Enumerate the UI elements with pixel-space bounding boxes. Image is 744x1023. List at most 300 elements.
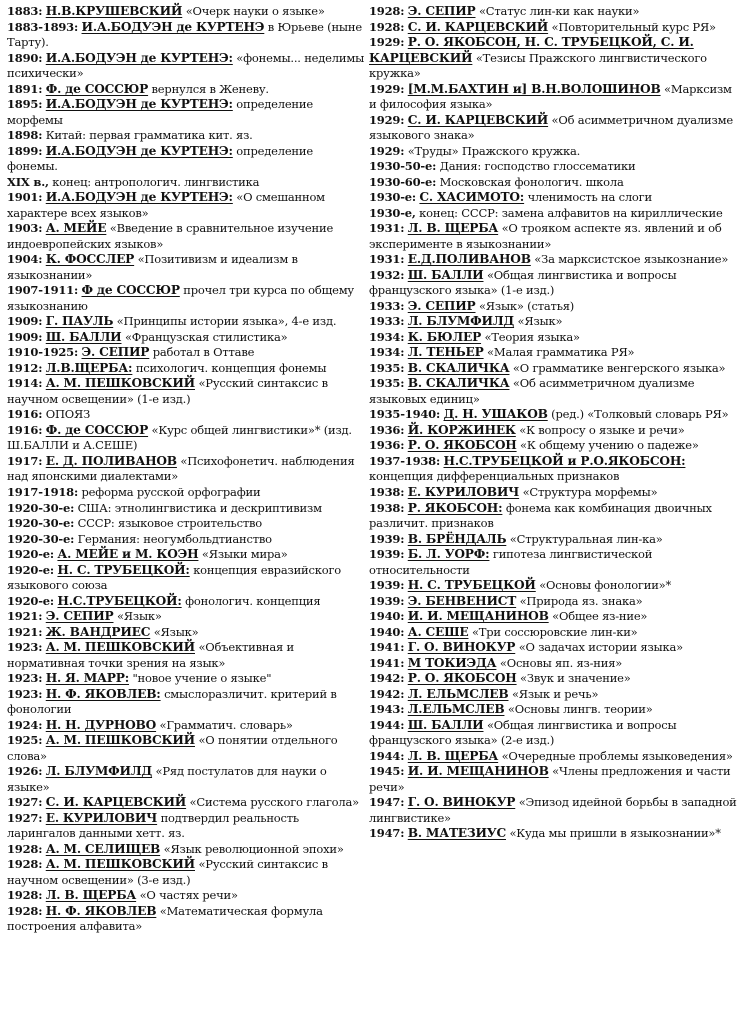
- entry-text: «Об асимметричном дуализме языкового знака»: [369, 112, 733, 143]
- entry-year: 1929:: [369, 35, 405, 50]
- entry-text: определение морфемы: [7, 97, 313, 127]
- entry-text: «Язык и речь»: [508, 686, 599, 701]
- entry-text: «Общая лингвистика и вопросы французского языка» (2-е изд.): [369, 717, 677, 748]
- scholar-name: Н. Я. МАРР:: [45, 671, 130, 686]
- entry-year: 1941:: [369, 640, 405, 655]
- timeline-entry: [7, 640, 367, 671]
- scholar-name: В. МАТЕЗИУС: [407, 826, 506, 841]
- entry-year: 1923:: [7, 686, 43, 701]
- entry-text: «Основы яп. яз-ния»: [496, 655, 623, 670]
- entry-year: 1925:: [7, 733, 43, 748]
- entry-text: конец: СССР: замена алфавитов на кириллические: [415, 205, 723, 220]
- scholar-name: К. БЮЛЕР: [407, 329, 482, 344]
- entry-text: «Эпизод идейной борьбы в западной лингвистике»: [369, 795, 737, 825]
- entry-text: «Языки мира»: [198, 547, 288, 562]
- scholar-name: Л. В. ЩЕРБА: [45, 888, 137, 903]
- scholar-name: Р. О. ЯКОБСОН: [407, 438, 517, 453]
- timeline-entry: [7, 842, 367, 858]
- entry-year: 1940:: [369, 624, 405, 639]
- entry-text: работал в Оттаве: [149, 345, 255, 360]
- scholar-name: Е. КУРИЛОВИЧ: [407, 484, 520, 499]
- timeline-entry: [369, 82, 737, 113]
- scholar-name: В. БРЁНДАЛЬ: [407, 531, 507, 546]
- timeline-entry: [369, 159, 737, 175]
- entry-year: XIX в.,: [7, 174, 49, 189]
- entry-text: «Русский синтаксис в научном освещении» (1-е изд.): [7, 376, 328, 406]
- timeline-entry: [7, 128, 367, 144]
- scholar-name: А. М. ПЕШКОВСКИЙ: [45, 733, 195, 748]
- entry-year: 1931:: [369, 221, 405, 236]
- entry-year: 1920-30-е:: [7, 500, 75, 515]
- timeline-entry: [369, 640, 737, 656]
- scholar-name: А. МЕЙЕ и М. КОЭН: [57, 547, 199, 562]
- entry-year: 1920-30-е:: [7, 516, 75, 531]
- timeline-entry: [7, 516, 367, 532]
- entry-text: «Теория языка»: [481, 329, 580, 344]
- timeline-entry: [369, 485, 737, 501]
- entry-year: 1920-е:: [7, 547, 54, 562]
- entry-year: 1935:: [369, 360, 405, 375]
- entry-year: 1920-е:: [7, 562, 54, 577]
- scholar-name: Е.Д.ПОЛИВАНОВ: [407, 252, 531, 267]
- entry-year: 1936:: [369, 438, 405, 453]
- timeline-entry: [369, 578, 737, 594]
- entry-year: 1895:: [7, 97, 43, 112]
- timeline-entry: [369, 438, 737, 454]
- entry-text: «Позитивизм и идеализм в языкознании»: [7, 252, 298, 282]
- entry-year: 1944:: [369, 717, 405, 732]
- scholar-name: А. М. ПЕШКОВСКИЙ: [45, 857, 195, 872]
- timeline-entry: [7, 532, 367, 548]
- entry-text: Московская фонологич. школа: [436, 174, 624, 189]
- scholar-name: Л. ЕЛЬМСЛЕВ: [407, 686, 509, 701]
- entry-text: прочел три курса по общему языкознанию: [7, 283, 354, 313]
- entry-year: 1917-1918:: [7, 484, 79, 499]
- scholar-name: Э. СЕПИР: [407, 4, 476, 18]
- entry-text: «О грамматике венгерского языка»: [509, 360, 726, 375]
- scholar-name: Н. С. ТРУБЕЦКОЙ:: [57, 562, 190, 577]
- entry-year: 1923:: [7, 671, 43, 686]
- entry-year: 1904:: [7, 252, 43, 267]
- timeline-entry: [369, 764, 737, 795]
- timeline-entry: [7, 764, 367, 795]
- entry-text: психологич. концепция фонемы: [132, 360, 327, 375]
- timeline-entry: [7, 144, 367, 175]
- entry-text: реформа русской орфографии: [78, 484, 261, 499]
- scholar-name: А. МЕЙЕ: [45, 221, 107, 236]
- entry-text: «К общему учению о падеже»: [516, 438, 699, 453]
- timeline-entry: [7, 795, 367, 811]
- timeline-entry: [369, 175, 737, 191]
- entry-year: 1939:: [369, 531, 405, 546]
- scholar-name: Н.С.ТРУБЕЦКОЙ:: [57, 593, 182, 608]
- entry-year: 1920-е:: [7, 593, 54, 608]
- entry-year: 1883:: [7, 4, 43, 18]
- timeline-entry: [7, 4, 367, 20]
- entry-text: смыслоразличит. критерий в фонологии: [7, 686, 337, 717]
- entry-text: «Язык революционной эпохи»: [160, 841, 344, 856]
- entry-text: фонологич. концепция: [181, 593, 321, 608]
- timeline-entry: [369, 35, 737, 82]
- scholar-name: И.А.БОДУЭН де КУРТЕНЭ:: [45, 190, 233, 205]
- entry-year: 1943:: [369, 702, 405, 717]
- entry-year: 1926:: [7, 764, 43, 779]
- scholar-name: В. СКАЛИЧКА: [407, 376, 510, 391]
- scholar-name: Ж. ВАНДРИЕС: [45, 624, 151, 639]
- entry-text: гипотеза лингвистической относительности: [369, 547, 653, 577]
- entry-text: членимость на слоги: [524, 190, 652, 205]
- entry-text: «Члены предложения и части речи»: [369, 764, 731, 794]
- timeline-entry: [7, 361, 367, 377]
- entry-text: «Структуральная лин-ка»: [506, 531, 663, 546]
- entry-year: 1924:: [7, 717, 43, 732]
- timeline-entry: [7, 314, 367, 330]
- scholar-name: Л.В.ЩЕРБА:: [45, 360, 133, 375]
- entry-text: «Звук и значение»: [516, 671, 631, 686]
- right-column: [369, 4, 737, 842]
- scholar-name: Р. ЯКОБСОН:: [407, 500, 503, 515]
- entry-year: 1920-30-е:: [7, 531, 75, 546]
- entry-year: 1909:: [7, 329, 43, 344]
- scholar-name: Н.В.КРУШЕВСКИЙ: [45, 4, 183, 18]
- timeline-entry: [369, 345, 737, 361]
- scholar-name: Е. КУРИЛОВИЧ: [45, 810, 158, 825]
- scholar-name: И.А.БОДУЭН де КУРТЕНЭ:: [45, 97, 233, 112]
- entry-text: «Тезисы Пражского лингвистического кружка»: [369, 50, 707, 81]
- scholar-name: А. М. СЕЛИЩЕВ: [45, 841, 161, 856]
- entry-year: 1932:: [369, 267, 405, 282]
- entry-year: 1890:: [7, 50, 43, 65]
- entry-year: 1914:: [7, 376, 43, 391]
- scholar-name: Л. БЛУМФИЛД: [407, 314, 515, 329]
- entry-year: 1941:: [369, 655, 405, 670]
- scholar-name: Н. Ф. ЯКОВЛЕВ: [45, 903, 157, 918]
- entry-text: «Язык»: [514, 314, 563, 329]
- scholar-name: Э. СЕПИР: [81, 345, 150, 360]
- timeline-entry: [7, 733, 367, 764]
- entry-year: 1903:: [7, 221, 43, 236]
- entry-text: «Куда мы пришли в языкознании»*: [506, 826, 721, 841]
- entry-year: 1909:: [7, 314, 43, 329]
- timeline-entry: [369, 407, 737, 423]
- entry-text: «Общее яз-ние»: [548, 609, 648, 624]
- entry-year: 1917:: [7, 453, 43, 468]
- entry-year: 1937-1938:: [369, 453, 441, 468]
- timeline-entry: [369, 454, 737, 485]
- timeline-entry: [369, 423, 737, 439]
- entry-text: «Математическая формула построения алфавита»: [7, 903, 323, 934]
- entry-year: 1923:: [7, 640, 43, 655]
- entry-year: 1939:: [369, 578, 405, 593]
- timeline-entry: [369, 702, 737, 718]
- entry-year: 1910-1925:: [7, 345, 79, 360]
- entry-year: 1916:: [7, 407, 43, 422]
- entry-text: «Язык»: [150, 624, 199, 639]
- entry-year: 1934:: [369, 329, 405, 344]
- timeline-entry: [369, 501, 737, 532]
- timeline-entry: [7, 82, 367, 98]
- timeline-entry: [7, 97, 367, 128]
- scholar-name: С. И. КАРЦЕВСКИЙ: [45, 795, 187, 810]
- entry-year: 1940:: [369, 609, 405, 624]
- entry-year: 1947:: [369, 826, 405, 841]
- entry-year: 1928:: [7, 903, 43, 918]
- scholar-name: Ш. БАЛЛИ: [407, 267, 484, 282]
- entry-text: «Повторительный курс РЯ»: [548, 19, 716, 34]
- timeline-entry: [7, 888, 367, 904]
- entry-text: «Объективная и нормативная точки зрения на язык»: [7, 640, 294, 670]
- scholar-name: М ТОКИЭДА: [407, 655, 497, 670]
- scholar-name: Г. О. ВИНОКУР: [407, 795, 516, 810]
- timeline-entry: [7, 485, 367, 501]
- timeline-entry: [7, 904, 367, 935]
- entry-year: 1945:: [369, 764, 405, 779]
- entry-year: 1936:: [369, 422, 405, 437]
- timeline-entry: [7, 221, 367, 252]
- timeline-entry: [7, 252, 367, 283]
- entry-year: 1928:: [7, 888, 43, 903]
- entry-text: «О трояком аспекте яз. явлений и об эксперименте в языкознании»: [369, 221, 722, 251]
- timeline-entry: [369, 268, 737, 299]
- timeline-entry: [7, 718, 367, 734]
- timeline-entry: [7, 345, 367, 361]
- entry-text: «Язык»: [113, 609, 162, 624]
- entry-text: «Принципы истории языка», 4-е изд.: [113, 314, 337, 329]
- entry-text: «Очередные проблемы языковедения»: [498, 748, 733, 763]
- entry-text: «О понятии отдельного слова»: [7, 733, 338, 763]
- entry-text: вернулся в Женеву.: [148, 81, 269, 96]
- scholar-name: Л.ЕЛЬМСЛЕВ: [407, 702, 505, 717]
- entry-text: «Об асимметричном дуализме языковых единиц»: [369, 376, 695, 406]
- scholar-name: Ф. де СОССЮР: [45, 422, 149, 437]
- entry-year: 1898:: [7, 128, 43, 143]
- timeline-entry: [369, 625, 737, 641]
- scholar-name: [М.М.БАХТИН и] В.Н.ВОЛОШИНОВ: [407, 81, 661, 96]
- entry-text: «Основы фонологии»*: [535, 578, 672, 593]
- entry-text: определение фонемы.: [7, 143, 313, 174]
- timeline-entry: [369, 4, 737, 20]
- entry-text: фонема как комбинация двоичных различит. признаков: [369, 500, 712, 531]
- entry-text: «О частях речи»: [136, 888, 238, 903]
- entry-text: «Марксизм и философия языка»: [369, 81, 732, 112]
- timeline-entry: [7, 407, 367, 423]
- entry-year: 1891:: [7, 81, 43, 96]
- scholar-name: Н. Ф. ЯКОВЛЕВ:: [45, 686, 161, 701]
- entry-text: «За марксистское языкознание»: [530, 252, 729, 267]
- entry-text: «фонемы... неделимы психически»: [7, 50, 365, 81]
- timeline-entry: [7, 625, 367, 641]
- scholar-name: А. М. ПЕШКОВСКИЙ: [45, 376, 195, 391]
- scholar-name: Е. Д. ПОЛИВАНОВ: [45, 453, 177, 468]
- entry-year: 1942:: [369, 686, 405, 701]
- scholar-name: И.А.БОДУЭН де КУРТЕНЭ: [81, 19, 265, 34]
- timeline-entry: [7, 687, 367, 718]
- timeline-entry: [369, 749, 737, 765]
- entry-year: 1927:: [7, 810, 43, 825]
- entry-text: «Малая грамматика РЯ»: [483, 345, 635, 360]
- scholar-name: И.А.БОДУЭН де КУРТЕНЭ:: [45, 143, 233, 158]
- timeline-entry: [7, 283, 367, 314]
- timeline-entry: [369, 826, 737, 842]
- timeline-entry: [369, 252, 737, 268]
- timeline-entry: [7, 501, 367, 517]
- timeline-entry: [369, 221, 737, 252]
- entry-year: 1912:: [7, 360, 43, 375]
- entry-text: конец: антропологич. лингвистика: [48, 174, 260, 189]
- entry-text: ОПОЯЗ: [42, 407, 91, 422]
- timeline-entry: [7, 547, 367, 563]
- scholar-name: Л. В. ЩЕРБА: [407, 748, 499, 763]
- entry-text: концепция дифференциальных признаков: [369, 469, 620, 484]
- entry-text: «Язык» (статья): [475, 298, 575, 313]
- timeline-entry: [369, 795, 737, 826]
- entry-text: "новое учение о языке": [129, 671, 272, 686]
- scholar-name: Л. БЛУМФИЛД: [45, 764, 153, 779]
- scholar-name: Г. О. ВИНОКУР: [407, 640, 516, 655]
- scholar-name: И. И. МЕЩАНИНОВ: [407, 764, 549, 779]
- entry-year: 1944:: [369, 748, 405, 763]
- timeline-entry: [7, 175, 367, 191]
- entry-text: «К вопросу о языке и речи»: [515, 422, 685, 437]
- timeline-entry: [7, 376, 367, 407]
- timeline-entry: [369, 594, 737, 610]
- scholar-name: Н. Н. ДУРНОВО: [45, 717, 157, 732]
- entry-text: (ред.) «Толковый словарь РЯ»: [547, 407, 729, 422]
- scholar-name: Р. О. ЯКОБСОН: [407, 671, 517, 686]
- scholar-name: К. ФОССЛЕР: [45, 252, 135, 267]
- timeline-entry: [369, 206, 737, 222]
- scholar-name: А. М. ПЕШКОВСКИЙ: [45, 640, 195, 655]
- timeline-entry: [7, 671, 367, 687]
- entry-text: «Ряд постулатов для науки о языке»: [7, 764, 327, 794]
- scholar-name: Л. В. ЩЕРБА: [407, 221, 499, 236]
- scholar-name: Н. С. ТРУБЕЦКОЙ: [407, 578, 536, 593]
- timeline-entry: [7, 423, 367, 454]
- scholar-name: Э. БЕНВЕНИСТ: [407, 593, 517, 608]
- entry-text: «Введение в сравнительное изучение индоевропейских языков»: [7, 221, 334, 251]
- entry-text: Германия: неогумбольдтианство: [74, 531, 272, 546]
- timeline-entry: [369, 671, 737, 687]
- entry-text: «Основы лингв. теории»: [504, 702, 653, 717]
- entry-text: СССР: языковое строительство: [74, 516, 262, 531]
- timeline-entry: [369, 532, 737, 548]
- entry-text: «Грамматич. словарь»: [156, 717, 293, 732]
- entry-text: концепция евразийского языкового союза: [7, 562, 342, 593]
- scholar-name: Э. СЕПИР: [45, 609, 114, 624]
- left-column: [7, 4, 367, 935]
- entry-text: «Природа яз. знака»: [516, 593, 643, 608]
- scholar-name: А. СЕШЕ: [407, 624, 469, 639]
- entry-text: Китай: первая грамматика кит. яз.: [42, 128, 253, 143]
- entry-year: 1921:: [7, 609, 43, 624]
- scholar-name: С. И. КАРЦЕВСКИЙ: [407, 19, 549, 34]
- entry-text: подтвердил реальность ларингалов данными хетт. яз.: [7, 810, 299, 841]
- timeline-entry: [7, 857, 367, 888]
- timeline-entry: [7, 563, 367, 594]
- scholar-name: И. И. МЕЩАНИНОВ: [407, 609, 549, 624]
- entry-year: 1928:: [7, 857, 43, 872]
- timeline-entry: [369, 20, 737, 36]
- entry-year: 1935:: [369, 376, 405, 391]
- timeline-entry: [7, 454, 367, 485]
- entry-text: «Система русского глагола»: [186, 795, 359, 810]
- entry-text: США: этнолингвистика и дескриптивизм: [74, 500, 322, 515]
- entry-year: 1929:: [369, 112, 405, 127]
- scholar-name: Б. Л. УОРФ:: [407, 547, 490, 562]
- entry-year: 1939:: [369, 593, 405, 608]
- scholar-name: Г. ПАУЛЬ: [45, 314, 114, 329]
- entry-year: 1933:: [369, 314, 405, 329]
- entry-year: 1930-60-е:: [369, 174, 437, 189]
- scholar-name: Й. КОРЖИНЕК: [407, 422, 516, 437]
- entry-text: «О задачах истории языка»: [515, 640, 683, 655]
- entry-text: «Французская стилистика»: [121, 329, 288, 344]
- entry-year: 1939:: [369, 547, 405, 562]
- entry-year: 1928:: [7, 841, 43, 856]
- scholar-name: Ш. БАЛЛИ: [407, 717, 484, 732]
- entry-year: 1931:: [369, 252, 405, 267]
- scholar-name: С. ХАСИМОТО:: [419, 190, 525, 205]
- entry-year: 1942:: [369, 671, 405, 686]
- entry-text: Дания: господство глоссематики: [436, 159, 636, 174]
- timeline-entry: [7, 51, 367, 82]
- timeline-entry: [369, 718, 737, 749]
- timeline-entry: [369, 547, 737, 578]
- timeline-entry: [369, 314, 737, 330]
- timeline-entry: [7, 190, 367, 221]
- timeline-entry: [7, 20, 367, 51]
- timeline-entry: [7, 609, 367, 625]
- entry-year: 1927:: [7, 795, 43, 810]
- timeline-entry: [369, 361, 737, 377]
- entry-year: 1928:: [369, 19, 405, 34]
- entry-year: 1883-1893:: [7, 19, 79, 34]
- entry-year: 1930-е:: [369, 190, 416, 205]
- scholar-name: Л. ТЕНЬЕР: [407, 345, 484, 360]
- entry-text: «Труды» Пражского кружка.: [404, 143, 581, 158]
- entry-year: 1934:: [369, 345, 405, 360]
- entry-text: «Очерк науки о языке»: [182, 4, 325, 18]
- scholar-name: И.А.БОДУЭН де КУРТЕНЭ:: [45, 50, 233, 65]
- entry-year: 1938:: [369, 484, 405, 499]
- timeline-entry: [369, 376, 737, 407]
- entry-year: 1899:: [7, 143, 43, 158]
- timeline-entry: [369, 609, 737, 625]
- entry-text: «Курс общей лингвистики»* (изд. Ш.БАЛЛИ и А.СЕШЕ): [7, 422, 352, 453]
- timeline-entry: [369, 113, 737, 144]
- entry-year: 1935-1940:: [369, 407, 441, 422]
- entry-year: 1930-50-е:: [369, 159, 437, 174]
- timeline-entry: [369, 330, 737, 346]
- scholar-name: С. И. КАРЦЕВСКИЙ: [407, 112, 549, 127]
- scholar-name: Р. О. ЯКОБСОН, Н. С. ТРУБЕЦКОЙ, С. И. КАРЦЕВСКИЙ: [369, 35, 694, 65]
- timeline-entry: [7, 594, 367, 610]
- timeline-entry: [369, 687, 737, 703]
- scholar-name: Н.С.ТРУБЕЦКОЙ и Р.О.ЯКОБСОН:: [443, 453, 686, 468]
- entry-year: 1907-1911:: [7, 283, 79, 298]
- entry-year: 1930-е,: [369, 205, 416, 220]
- entry-text: «Три соссюровские лин-ки»: [468, 624, 638, 639]
- entry-year: 1901:: [7, 190, 43, 205]
- entry-text: в Юрьеве (ныне Тарту).: [7, 19, 362, 50]
- scholar-name: Э. СЕПИР: [407, 298, 476, 313]
- entry-year: 1933:: [369, 298, 405, 313]
- timeline-entry: [369, 656, 737, 672]
- entry-text: «Психофонетич. наблюдения над японскими диалектами»: [7, 453, 355, 484]
- entry-text: «Структура морфемы»: [519, 484, 658, 499]
- entry-year: 1929:: [369, 81, 405, 96]
- entry-text: «Русский синтаксис в научном освещении» (3-е изд.): [7, 857, 328, 887]
